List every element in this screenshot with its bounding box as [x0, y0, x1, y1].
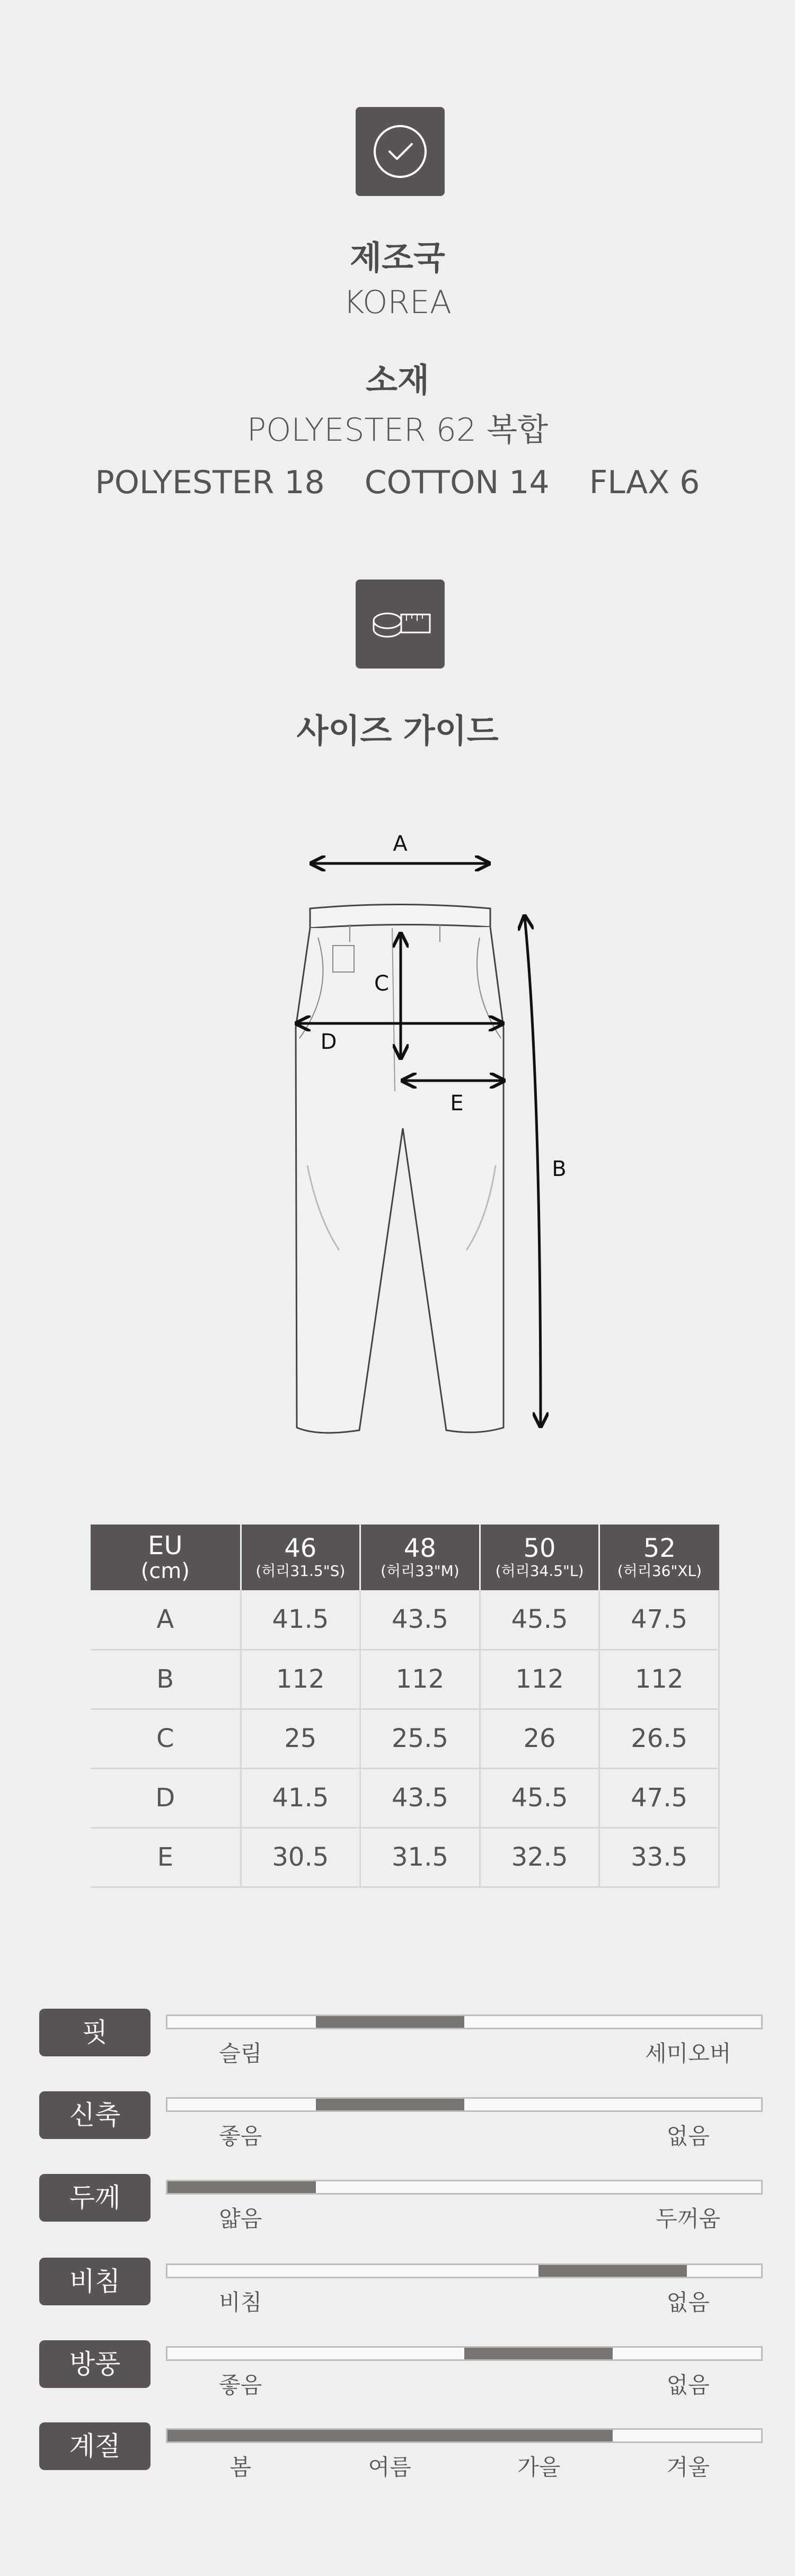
- origin-value: KOREA: [343, 284, 452, 321]
- attribute-scale-label: 세미오버: [645, 2040, 731, 2066]
- attribute-scale: [166, 2015, 763, 2029]
- attribute-scale-label: 없음: [666, 2289, 710, 2315]
- row-label: C: [91, 1709, 241, 1768]
- table-cell: 112: [480, 1650, 599, 1709]
- attribute-badge: 신축: [39, 2091, 151, 2139]
- table-cell: 31.5: [360, 1828, 480, 1887]
- table-row: [91, 1650, 719, 1709]
- attribute-row: [0, 2340, 795, 2414]
- label-d: D: [320, 1030, 337, 1054]
- size-guide-heading: 사이즈 가이드: [296, 711, 499, 750]
- attribute-scale-label: 없음: [666, 2372, 710, 2398]
- attribute-level: [167, 2181, 316, 2193]
- attribute-scale-label: 두꺼움: [656, 2206, 721, 2232]
- size-table-header: [91, 1525, 719, 1590]
- attribute-scale-label: 슬림: [219, 2040, 262, 2066]
- attribute-scale-label: 얇음: [219, 2206, 262, 2232]
- attribute-scale-label: 비침: [219, 2289, 262, 2315]
- table-cell: 47.5: [599, 1768, 719, 1828]
- attribute-badge: 방풍: [39, 2340, 151, 2388]
- check-circle-icon: [356, 107, 445, 196]
- attribute-scale: [166, 2097, 763, 2112]
- attribute-scale-label: 봄: [229, 2454, 252, 2480]
- table-row: [91, 1709, 719, 1768]
- origin-heading: 제조국: [350, 238, 445, 277]
- table-cell: 112: [241, 1650, 360, 1709]
- attribute-row: [0, 2258, 795, 2332]
- table-cell: 45.5: [480, 1590, 599, 1650]
- pants-measurement-diagram: [265, 816, 594, 1451]
- table-cell: 25.5: [360, 1709, 480, 1768]
- material-item: FLAX 6: [589, 464, 700, 501]
- label-e: E: [450, 1091, 464, 1116]
- material-heading: 소재: [366, 361, 429, 399]
- table-cell: 26.5: [599, 1709, 719, 1768]
- header-size: 50 (허리34.5"L): [480, 1525, 599, 1590]
- attribute-level: [464, 2348, 613, 2359]
- label-b: B: [552, 1157, 567, 1181]
- attribute-scale-label: 여름: [368, 2454, 411, 2480]
- label-a: A: [393, 832, 408, 856]
- attribute-badge: 두께: [39, 2174, 151, 2222]
- attribute-level: [167, 2430, 613, 2441]
- row-label: E: [91, 1828, 241, 1887]
- header-size: 48 (허리33"M): [360, 1525, 480, 1590]
- header-eu: EU (cm): [91, 1525, 241, 1590]
- row-label: B: [91, 1650, 241, 1709]
- attribute-row: [0, 2009, 795, 2083]
- material-list: [0, 464, 795, 501]
- header-size: 52 (허리36"XL): [599, 1525, 719, 1590]
- checkmark-badge: [356, 107, 445, 196]
- table-row: [91, 1590, 719, 1650]
- attribute-scale-label: 좋음: [219, 2123, 262, 2149]
- table-cell: 41.5: [241, 1590, 360, 1650]
- attribute-row: [0, 2174, 795, 2248]
- attribute-level: [316, 2016, 464, 2028]
- table-cell: 30.5: [241, 1828, 360, 1887]
- attribute-row: [0, 2091, 795, 2165]
- table-cell: 33.5: [599, 1828, 719, 1887]
- attribute-badge: 핏: [39, 2009, 151, 2056]
- material-primary: POLYESTER 62 복합: [246, 412, 549, 449]
- attribute-scale: [166, 2180, 763, 2195]
- table-cell: 25: [241, 1709, 360, 1768]
- header-size: 46 (허리31.5"S): [241, 1525, 360, 1590]
- row-label: A: [91, 1590, 241, 1650]
- attribute-badge: 계절: [39, 2422, 151, 2470]
- attribute-level: [316, 2099, 464, 2110]
- row-label: D: [91, 1768, 241, 1828]
- table-row: [91, 1768, 719, 1828]
- table-cell: 43.5: [360, 1590, 480, 1650]
- attribute-scale-label: 없음: [666, 2123, 710, 2149]
- size-table: [91, 1525, 720, 1888]
- label-c: C: [374, 971, 389, 996]
- attribute-scale: [166, 2263, 763, 2278]
- table-cell: 32.5: [480, 1828, 599, 1887]
- table-cell: 43.5: [360, 1768, 480, 1828]
- attribute-badge: 비침: [39, 2258, 151, 2305]
- table-cell: 45.5: [480, 1768, 599, 1828]
- attribute-scale: [166, 2428, 763, 2443]
- table-cell: 41.5: [241, 1768, 360, 1828]
- table-row: [91, 1828, 719, 1887]
- tape-measure-badge: [356, 580, 445, 668]
- attribute-scale-label: 가을: [517, 2454, 561, 2480]
- table-cell: 47.5: [599, 1590, 719, 1650]
- attribute-scale-label: 겨울: [666, 2454, 710, 2480]
- material-item: POLYESTER 18: [95, 464, 325, 501]
- table-cell: 112: [360, 1650, 480, 1709]
- attribute-row: [0, 2422, 795, 2497]
- attribute-level: [538, 2265, 687, 2277]
- tape-measure-icon: [356, 580, 445, 668]
- table-cell: 26: [480, 1709, 599, 1768]
- attribute-scale-label: 좋음: [219, 2372, 262, 2398]
- table-cell: 112: [599, 1650, 719, 1709]
- attribute-scale: [166, 2346, 763, 2361]
- material-item: COTTON 14: [364, 464, 550, 501]
